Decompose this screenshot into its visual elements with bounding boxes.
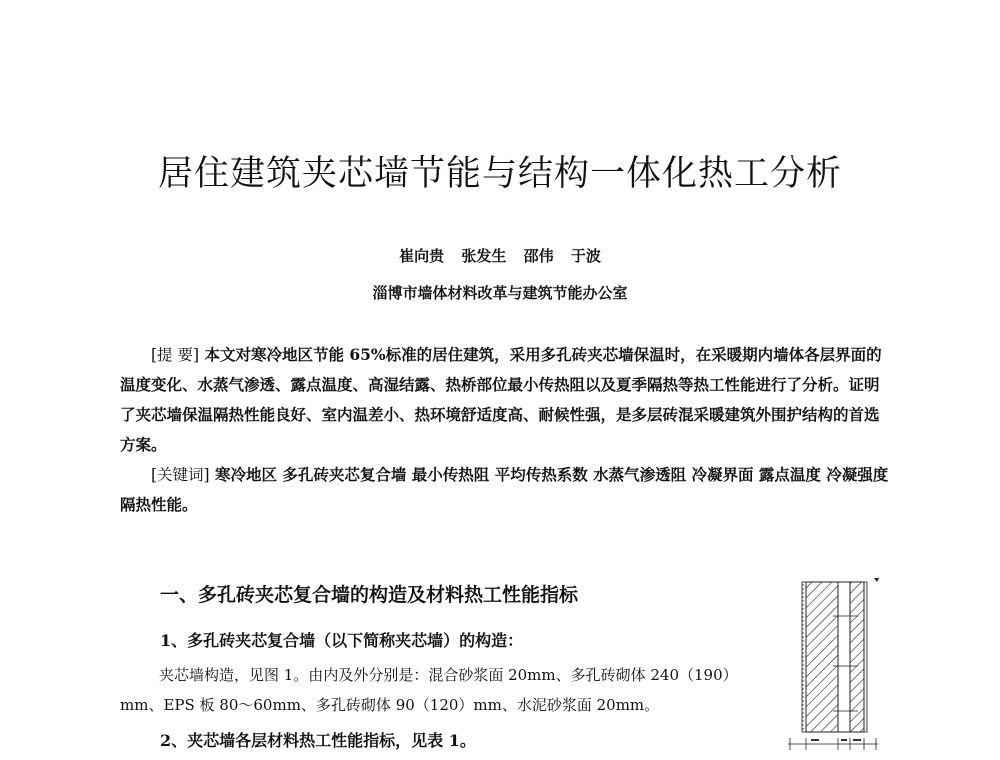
keywords-label: [关键词] xyxy=(151,466,210,484)
top-marker xyxy=(874,578,879,582)
dimension-line xyxy=(788,738,878,750)
author-list: 崔向贵 张发生 邵伟 于波 xyxy=(399,247,601,265)
section-heading: 一、多孔砖夹芯复合墙的构造及材料热工性能指标 xyxy=(160,584,579,606)
abstract-block xyxy=(120,340,892,520)
body-paragraph: 夹芯墙构造，见图 1。由内及外分别是：混合砂浆面 20mm、多孔砖砌体 240（190）mm、EPS 板 80～60mm、多孔砖砌体 90（120）mm、水泥砂浆面 20mm。 xyxy=(120,666,738,714)
keywords-text: 寒冷地区 多孔砖夹芯复合墙 最小传热阻 平均传热系数 水蒸气渗透阻 冷凝界面 露点温度 冷凝强度 隔热性能。 xyxy=(120,465,889,514)
abstract-text: 本文对寒冷地区节能 65%标准的居住建筑，采用多孔砖夹芯墙保温时，在采暖期内墙体各层界面的温度变化、水蒸气渗透、露点温度、高湿结露、热桥部位最小传热阻以及夏季隔热等热工性能进行了分析。证明了夹芯墙保温隔热性能良好、室内温差小、热环境舒适度高、耐候性强，是多层砖混采暖建筑外围护结构的首选方案。 xyxy=(120,345,882,454)
subsection-heading-1: 1、多孔砖夹芯复合墙（以下简称夹芯墙）的构造： xyxy=(160,631,524,650)
keywords-paragraph xyxy=(120,460,892,520)
wall-layers xyxy=(802,582,867,732)
subsection-heading-2: 2、夹芯墙各层材料热工性能指标，见表 1。 xyxy=(160,731,476,750)
abstract-paragraph xyxy=(120,340,892,460)
abstract-label: [提 要] xyxy=(151,346,200,364)
outer-brick-layer xyxy=(850,582,864,732)
outer-mortar-layer xyxy=(864,582,867,732)
inner-mortar-layer xyxy=(802,582,806,732)
affiliation: 淄博市墙体材料改革与建筑节能办公室 xyxy=(372,284,628,302)
wall-section-figure xyxy=(778,576,888,760)
inner-brick-layer xyxy=(806,582,838,732)
dimension-markings xyxy=(811,739,861,741)
eps-insulation-layer xyxy=(838,582,850,732)
paper-title: 居住建筑夹芯墙节能与结构一体化热工分析 xyxy=(157,154,842,194)
